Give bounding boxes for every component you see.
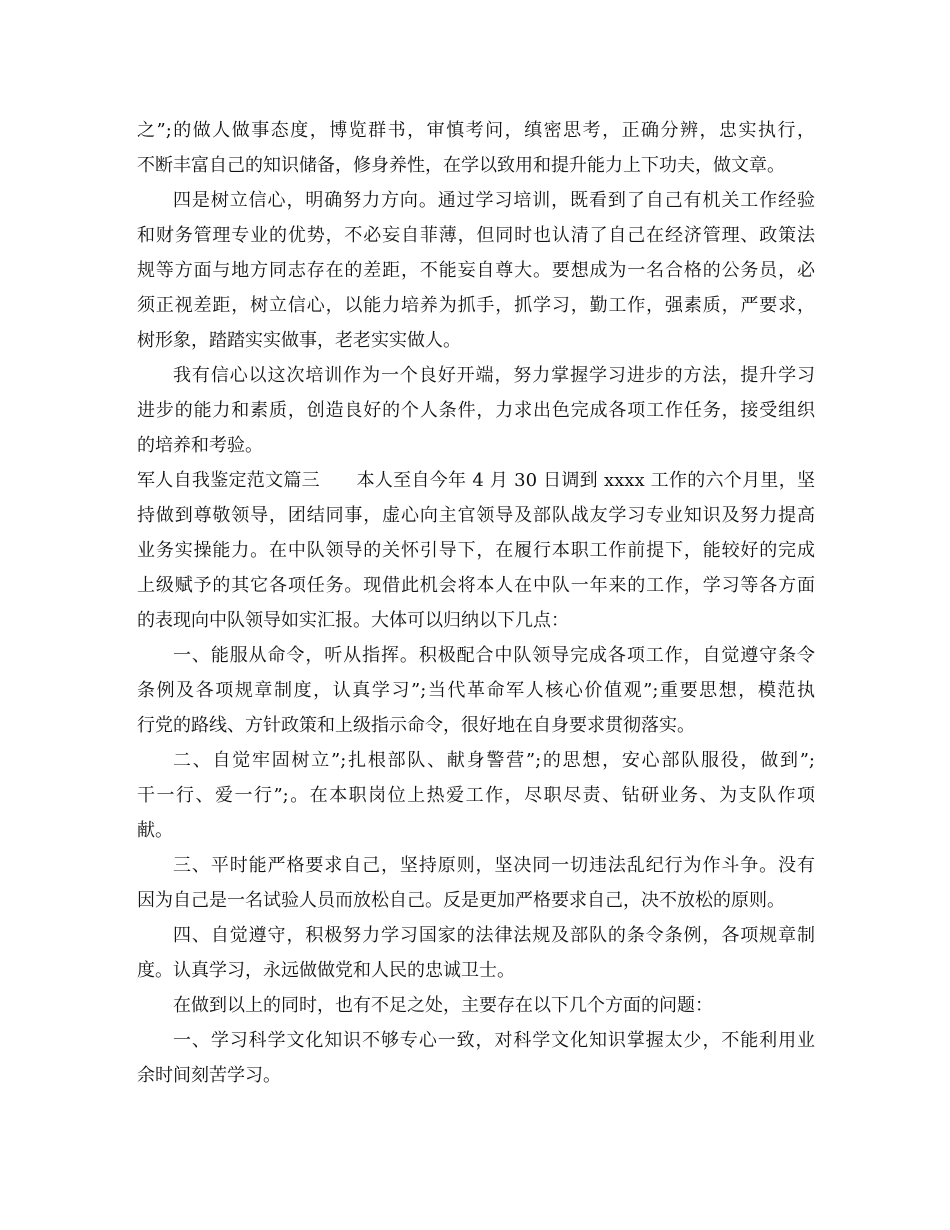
paragraph (137, 638, 815, 743)
text-line: 规等方面与地方同志存在的差距，不能妄自尊大。要想成为一名合格的公务员，必 (137, 260, 815, 281)
text-line: 持做到尊敬领导，团结同事，虚心向主官领导及部队战友学习专业知识及努力提高 (137, 505, 815, 526)
paragraph (137, 113, 815, 183)
text-line: 行党的路线、方针政策和上级指示命令，很好地在自身要求贯彻落实。 (137, 715, 695, 736)
text-line: 和财务管理专业的优势，不必妄自菲薄，但同时也认清了自己在经济管理、政策法 (137, 225, 815, 246)
text-line: 三、平时能严格要求自己，坚持原则，坚决同一切违法乱纪行为作斗争。没有 (173, 855, 815, 876)
text-line: 一、能服从命令，听从指挥。积极配合中队领导完成各项工作，自觉遵守条令 (173, 645, 815, 666)
text-line: 业务实操能力。在中队领导的关怀引导下，在履行本职工作前提下，能较好的完成 (137, 540, 815, 561)
text-line: 进步的能力和素质，创造良好的个人条件，力求出色完成各项工作任务，接受组织 (137, 400, 815, 421)
text-line: 度。认真学习，永远做做党和人民的忠诚卫士。 (137, 960, 515, 981)
text-line: 我有信心以这次培训作为一个良好开端，努力掌握学习进步的方法，提升学习 (173, 365, 815, 386)
paragraph (137, 463, 815, 638)
paragraph (137, 183, 815, 358)
text-line: 的培养和考验。 (137, 435, 263, 456)
text-line: 军人自我鉴定范文篇三 本人至自今年 4 月 30 日调到 xxxx 工作的六个月里，坚 (137, 470, 815, 491)
text-line: 的表现向中队领导如实汇报。大体可以归纳以下几点： (137, 610, 569, 631)
text-line: 一、学习科学文化知识不够专心一致，对科学文化知识掌握太少，不能利用业 (173, 1030, 815, 1051)
text-line: 须正视差距，树立信心，以能力培养为抓手，抓学习，勤工作，强素质，严要求， (137, 295, 815, 316)
text-line: 之”;的做人做事态度，博览群书，审慎考问，缜密思考，正确分辨，忠实执行， (137, 120, 815, 141)
paragraph (137, 988, 815, 1023)
text-line: 不断丰富自己的知识储备，修身养性，在学以致用和提升能力上下功夫，做文章。 (137, 155, 785, 176)
text-line: 余时间刻苦学习。 (137, 1065, 281, 1086)
document-page (137, 113, 815, 1093)
text-line: 献。 (137, 820, 173, 841)
text-line: 干一行、爱一行”;。在本职岗位上热爱工作，尽职尽责、钻研业务、为支队作项 (137, 785, 815, 806)
text-line: 上级赋予的其它各项任务。现借此机会将本人在中队一年来的工作，学习等各方面 (137, 575, 815, 596)
text-line: 条例及各项规章制度，认真学习”;当代革命军人核心价值观”;重要思想，模范执 (137, 680, 815, 701)
text-line: 因为自己是一名试验人员而放松自己。反是更加严格要求自己，决不放松的原则。 (137, 890, 785, 911)
paragraph (137, 1023, 815, 1093)
paragraph (137, 358, 815, 463)
text-line: 四是树立信心，明确努力方向。通过学习培训，既看到了自己有机关工作经验 (173, 190, 815, 211)
paragraph (137, 743, 815, 848)
text-line: 二、自觉牢固树立”;扎根部队、献身警营”;的思想，安心部队服役，做到”; (173, 750, 815, 771)
text-line: 在做到以上的同时，也有不足之处，主要存在以下几个方面的问题： (173, 995, 713, 1016)
paragraph (137, 918, 815, 988)
text-line: 树形象，踏踏实实做事，老老实实做人。 (137, 330, 461, 351)
text-line: 四、自觉遵守，积极努力学习国家的法律法规及部队的条令条例，各项规章制 (173, 925, 815, 946)
paragraph (137, 848, 815, 918)
